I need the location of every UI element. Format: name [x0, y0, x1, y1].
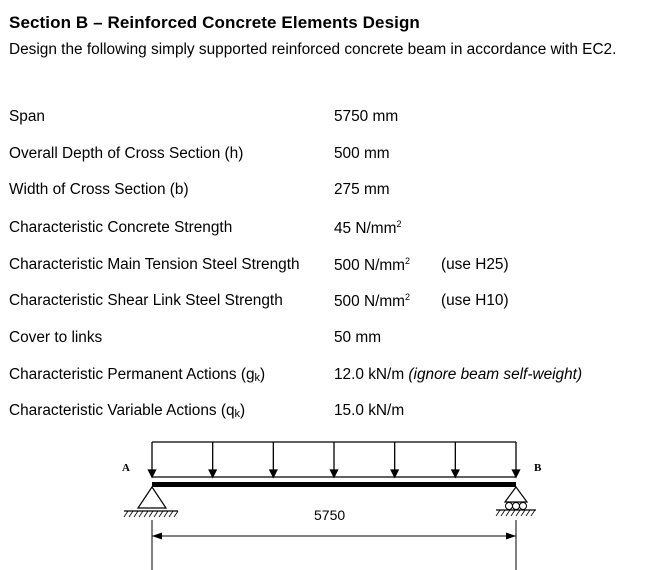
dimension-arrow-right: [506, 533, 516, 540]
param-label: Width of Cross Section (b): [9, 181, 189, 198]
param-value: 50 mm: [334, 329, 382, 346]
param-label: Characteristic Permanent Actions $(g_k)$: [9, 366, 266, 384]
load-arrow-icon: [391, 442, 398, 477]
param-value: 45 $N/mm^2$: [334, 219, 402, 237]
load-arrow-icon: [270, 442, 277, 477]
param-value: 12.0 kN/m (ignore beam self-weight): [334, 366, 583, 383]
param-note: (use H25): [441, 256, 509, 273]
param-note: (use H10): [441, 292, 509, 309]
support-b-label: B: [534, 462, 542, 474]
load-arrow-icon: [149, 442, 156, 477]
param-label: Characteristic Concrete Strength: [9, 219, 233, 236]
load-arrow-icon: [209, 442, 216, 477]
support-a-label: A: [122, 462, 130, 474]
load-arrows: [149, 442, 520, 477]
beam: [152, 482, 516, 487]
span-dimension-label: 5750: [314, 507, 346, 523]
param-label: Overall Depth of Cross Section (h): [9, 145, 244, 162]
param-label: Characteristic Variable Actions $(q_k)$: [9, 402, 246, 420]
param-value-note: (ignore beam self-weight): [408, 366, 583, 383]
pin-support-icon: [124, 487, 178, 517]
param-value: 500 $N/mm^2$: [334, 292, 411, 310]
load-arrow-icon: [452, 442, 459, 477]
section-title: Section B – Reinforced Concrete Elements Design: [9, 13, 420, 32]
param-label: Characteristic Main Tension Steel Strength: [9, 256, 300, 273]
param-value: 15.0 kN/m: [334, 402, 405, 419]
intro-text: Design the following simply supported reinforced concrete beam in accordance with EC2.: [9, 41, 617, 58]
param-value: 500 mm: [334, 145, 390, 162]
roller-support-icon: [496, 487, 536, 516]
load-arrow-icon: [513, 442, 520, 477]
param-value: 275 mm: [334, 181, 390, 198]
param-label: Cover to links: [9, 329, 103, 346]
param-label: Span: [9, 108, 45, 125]
load-arrow-icon: [331, 442, 338, 477]
param-value: 5750 mm: [334, 108, 399, 125]
dimension-arrow-left: [152, 533, 162, 540]
param-label: Characteristic Shear Link Steel Strength: [9, 292, 283, 309]
beam-diagram: [0, 440, 672, 570]
param-value: 500 $N/mm^2$: [334, 256, 411, 274]
